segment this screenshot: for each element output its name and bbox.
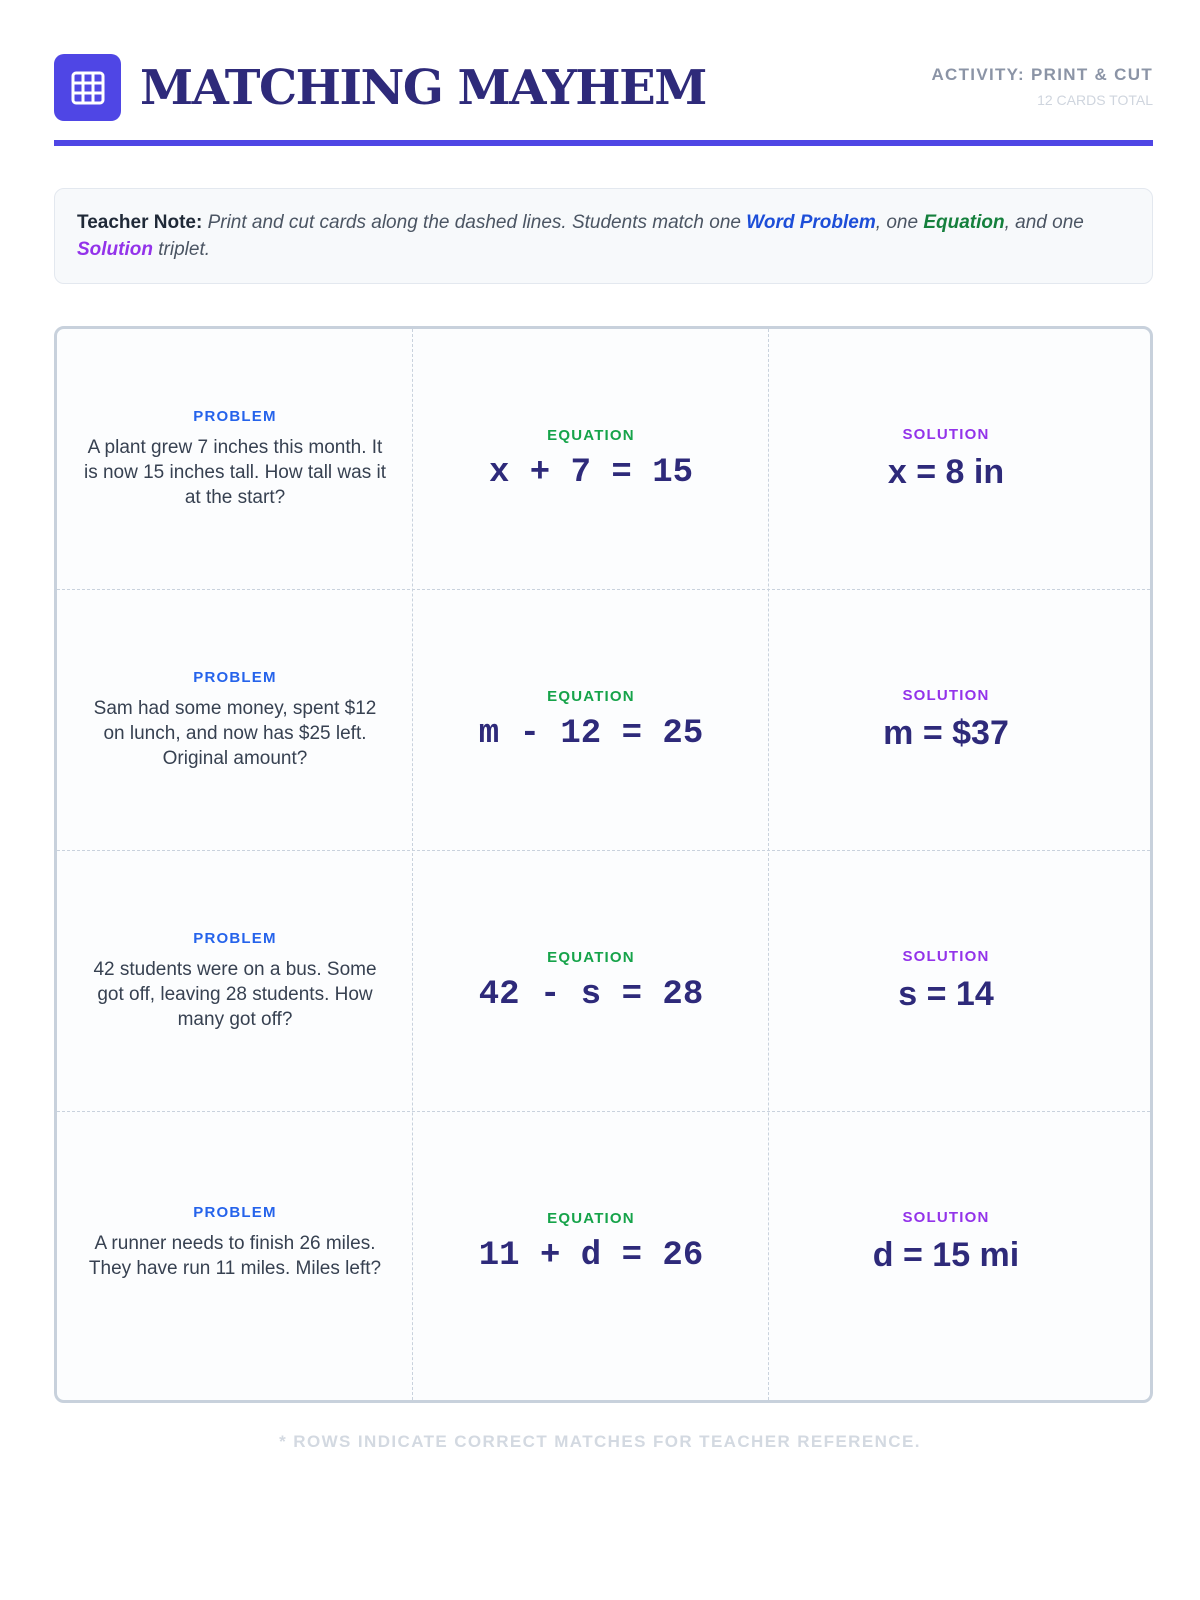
equation-text: x + 7 = 15 <box>488 453 694 492</box>
teacher-note-text: Print and cut cards along the dashed lines. Students match one <box>207 212 741 233</box>
footnote: * ROWS INDICATE CORRECT MATCHES FOR TEACHER REFERENCE. <box>279 1432 921 1451</box>
problem-text: A plant grew 7 inches this month. It is now 15 inches tall. How tall was it at the start? <box>83 437 386 508</box>
card-label: SOLUTION <box>902 1209 990 1226</box>
teacher-note-text: triplet. <box>158 239 211 260</box>
equation-card <box>409 326 773 593</box>
equation-card <box>409 586 773 854</box>
solution-text: m = $37 <box>883 714 1009 752</box>
equation-text: m - 12 = 25 <box>478 714 704 753</box>
card-grid <box>54 326 1153 1403</box>
activity-type: ACTIVITY: PRINT & CUT <box>931 65 1153 84</box>
card-count: 12 CARDS TOTAL <box>1037 92 1153 108</box>
problem-card <box>54 586 417 854</box>
problem-text: 42 students were on a bus. Some got off, leaving 28 students. How many got off? <box>93 959 377 1030</box>
grid-icon <box>54 54 121 121</box>
keyword-equation: Equation <box>923 212 1005 233</box>
solution-card <box>764 847 1128 1115</box>
keyword-solution: Solution <box>77 239 153 260</box>
card-label: EQUATION <box>547 1209 635 1227</box>
keyword-word-problem: Word Problem <box>746 212 876 233</box>
card-label: SOLUTION <box>902 948 990 965</box>
solution-text: x = 8 in <box>887 453 1005 491</box>
problem-card <box>54 1108 417 1376</box>
card-label: SOLUTION <box>902 426 990 443</box>
teacher-note-sep: , <box>1004 212 1010 233</box>
solution-card <box>764 586 1128 854</box>
card-label: EQUATION <box>547 687 635 705</box>
activity-meta <box>931 64 1153 111</box>
teacher-note-label: Teacher Note: <box>77 212 203 233</box>
solution-card <box>764 1108 1128 1376</box>
equation-card <box>409 1108 773 1376</box>
card-label: PROBLEM <box>193 930 277 947</box>
solution-text: d = 15 mi <box>872 1236 1020 1274</box>
card-label: EQUATION <box>547 426 635 444</box>
page-title: MATCHING MAYHEM <box>140 60 706 116</box>
equation-text: 11 + d = 26 <box>478 1236 704 1275</box>
solution-card <box>764 326 1128 593</box>
teacher-note <box>54 188 1153 284</box>
page-header <box>54 54 1153 146</box>
equation-card <box>409 847 773 1115</box>
card-label: PROBLEM <box>193 408 277 425</box>
equation-text: 42 - s = 28 <box>478 975 704 1014</box>
solution-text: s = 14 <box>898 975 994 1013</box>
card-label: SOLUTION <box>902 687 990 704</box>
problem-text: A runner needs to finish 26 miles. They have run 11 miles. Miles left? <box>88 1232 382 1279</box>
card-label: PROBLEM <box>193 1203 277 1221</box>
card-label: PROBLEM <box>193 669 277 686</box>
teacher-note-text: and one <box>1015 212 1084 233</box>
problem-text: Sam had some money, spent $12 on lunch, and now has $25 left. Original amount? <box>93 698 377 769</box>
teacher-note-sep: , one <box>875 212 919 233</box>
card-label: EQUATION <box>547 948 635 966</box>
problem-card <box>54 326 417 593</box>
problem-card <box>54 847 417 1115</box>
